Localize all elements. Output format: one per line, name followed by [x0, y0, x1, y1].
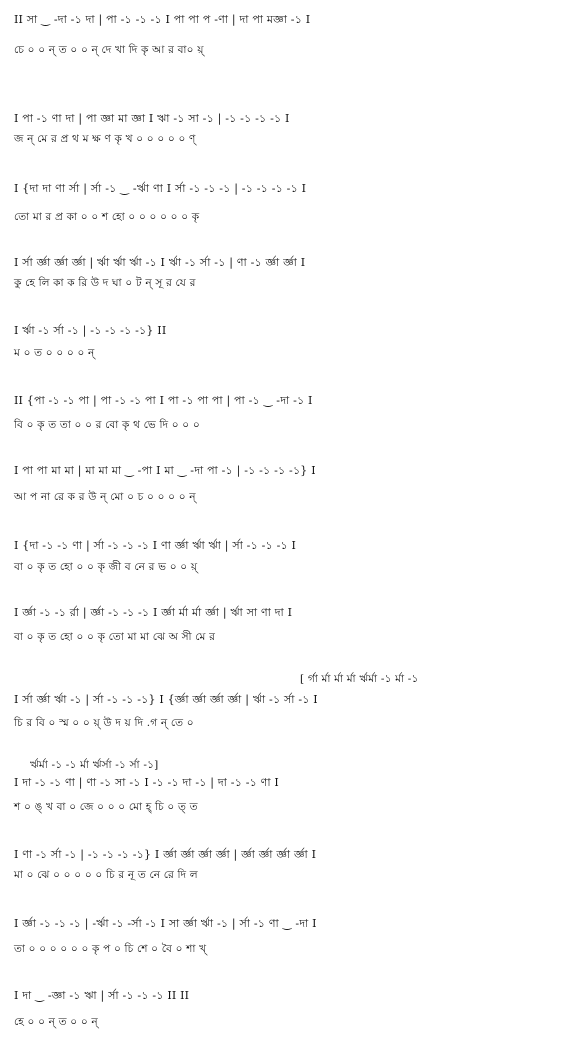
notation-line-3: I {দা দা ণা র্সা | র্সা -১ ‿ -র্ঋা ণা I র্সা -১ -১ -১ | -১ -১ -১ -১ I	[14, 182, 307, 195]
lyrics-line-11: শ ০ ঙ্ খ বা ০ জে ০ ০ ০ মো হ্ চি ০ ত্ ত	[14, 801, 198, 813]
notation-line-4: I র্সা র্জ্ঞা র্জ্ঞা র্জ্ঞা | র্ঋা র্ঋা র্ঋা -১ I র্ঋা -১ র্সা -১ | ণা -১ র্জ্ঞা র্জ্ঞা I	[14, 256, 306, 269]
lyrics-line-10: চি র বি ০ স্ম ০ ০ য়্ উ দ য় দি .গ ন্ তে ০	[14, 717, 194, 729]
notation-line-12: I ণা -১ র্সা -১ | -১ -১ -১ -১} I র্জ্ঞা র্জ্ঞা র্জ্ঞা র্জ্ঞা | র্জ্ঞা র্জ্ঞা র্জ্ঞা র্জ্ঞা I	[14, 848, 317, 861]
lyrics-line-9: বা ০ কৃ ত হো ০ ০ কৃ তো মা মা ঝে অ সী মে র	[14, 631, 216, 643]
lyrics-line-6: বি ০ কৃ ত তা ০ ০ র বো কৃ থ ভে দি ০ ০ ০	[14, 419, 200, 431]
lyrics-line-2: জ ন্ মে র প্র থ ম ক্ষ ণ কৃ খ ০ ০ ০ ০ ০ ণ্	[14, 133, 196, 145]
lyrics-line-4: কু হে লি কা ক রি উ দ ঘা ০ ট ন্ সূ র যে র	[14, 277, 196, 289]
lyrics-line-1: চে ০ ০ ন্ ত ০ ০ ন্ দে খা দি কৃ আ র বা০ য়্	[14, 44, 204, 56]
notation-line-14: I দা ‿ -জ্ঞা -১ ঋা | র্সা -১ -১ -১ II II	[14, 989, 190, 1002]
notation-line-1: II সা ‿ -দা -১ দা | পা -১ -১ -১ I পা পা প -ণা | দা পা মজ্ঞা -১ I	[14, 13, 311, 26]
notation-line-11: I দা -১ -১ ণা | ণা -১ সা -১ I -১ -১ দা -১ | দা -১ -১ ণা I	[14, 776, 279, 789]
alternate-notation-annotation-1: [ র্গা র্মা র্মা র্মা র্ঋর্মা -১ র্মা -১	[300, 673, 419, 685]
notation-line-5: I র্ঋা -১ র্সা -১ | -১ -১ -১ -১} II	[14, 324, 167, 337]
lyrics-line-8: বা ০ কৃ ত হো ০ ০ কৃ জী ব নে র ভ ০ ০ য়্	[14, 561, 198, 573]
notation-line-10: I র্সা র্জ্ঞা র্ঋা -১ | র্সা -১ -১ -১} I {র্জ্ঞা র্জ্ঞা র্জ্ঞা র্জ্ঞা | র্ঋা -১ র্সা -১ I	[14, 693, 318, 706]
lyrics-line-5: ম ০ ত ০ ০ ০ ০ ন্	[14, 347, 95, 359]
notation-line-9: I র্জ্ঞা -১ -১ র্রা | র্জ্ঞা -১ -১ -১ I র্জ্ঞা র্মা র্মা র্জ্ঞা | র্ঋা সা ণা দা I	[14, 606, 293, 619]
lyrics-line-12: মা ০ ঝে ০ ০ ০ ০ ০ চি র নূ ত নে রে দি ল	[14, 869, 198, 881]
lyrics-line-14: হে ০ ০ ন্ ত ০ ০ ন্	[14, 1016, 98, 1028]
lyrics-line-3: তো মা র প্র কা ০ ০ শ হো ০ ০ ০ ০ ০ ০ কৃ	[14, 211, 200, 223]
lyrics-line-7: আ প না রে ক র উ ন্ মো ০ চ ০ ০ ০ ০ ন্	[14, 491, 196, 503]
notation-line-8: I {দা -১ -১ ণা | র্সা -১ -১ -১ I ণা র্জ্ঞা র্ঋা র্ঋা | র্সা -১ -১ -১ I	[14, 539, 297, 552]
notation-line-2: I পা -১ ণা দা | পা জ্ঞা মা জ্ঞা I ঋা -১ সা -১ | -১ -১ -১ -১ I	[14, 112, 290, 125]
notation-line-7: I পা পা মা মা | মা মা মা ‿ -পা I মা ‿ -দা পা -১ | -১ -১ -১ -১} I	[14, 464, 316, 477]
notation-line-13: I র্জ্ঞা -১ -১ -১ | -র্ঋা -১ -র্সা -১ I সা র্জ্ঞা র্ঋা -১ | র্সা -১ ণা ‿ -দা I	[14, 917, 317, 930]
lyrics-line-13: তা ০ ০ ০ ০ ০ ০ কৃ প ০ চি শে ০ বৈ ০ শা খ্	[14, 943, 207, 955]
alternate-notation-annotation-2: র্ঋর্মা -১ -১ র্মা র্ঋর্সা -১ র্সা -১]	[30, 759, 159, 771]
notation-line-6: II {পা -১ -১ পা | পা -১ -১ পা I পা -১ পা পা | পা -১ ‿ -দা -১ I	[14, 394, 313, 407]
